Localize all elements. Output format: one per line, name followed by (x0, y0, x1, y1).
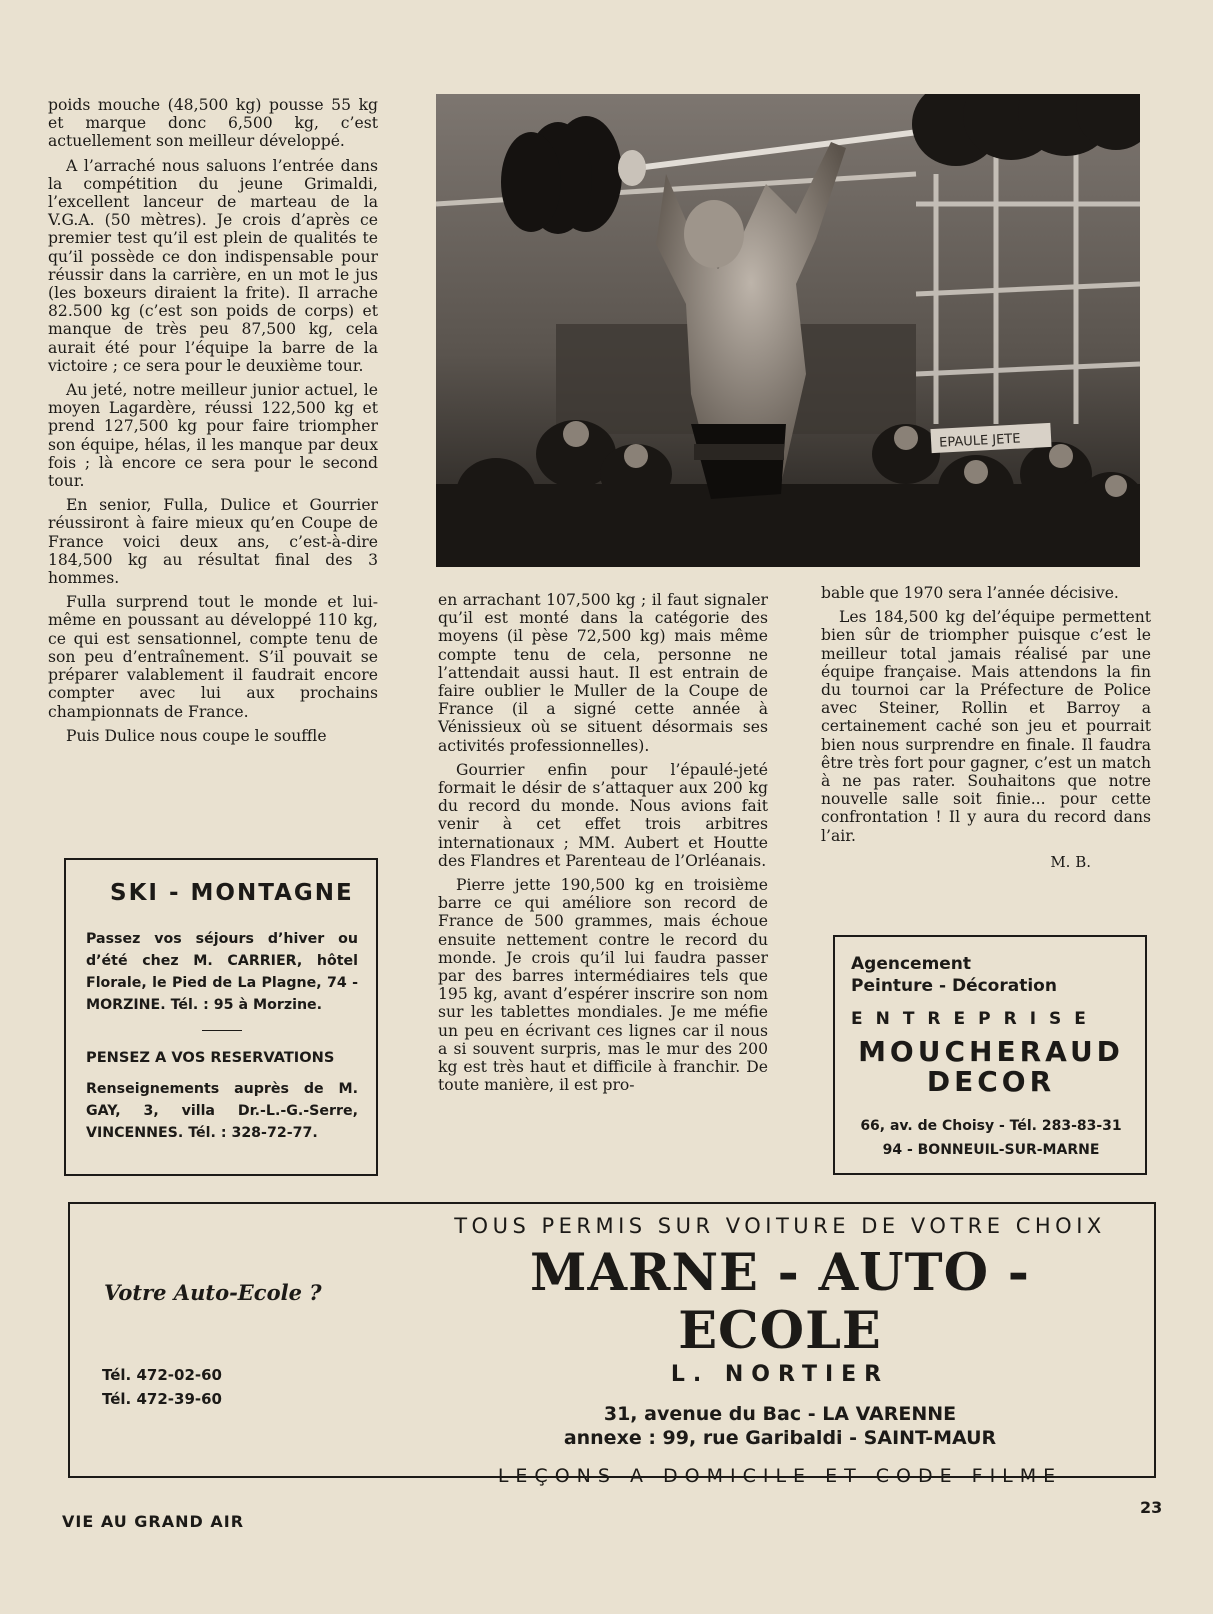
article-column-1 (48, 96, 378, 751)
paragraph: En senior, Fulla, Dulice et Gourrier réussiront à faire mieux qu’en Coupe de France voici deux ans, c’est-à-dire 184,500 kg au résultat final des 3 hommes. (48, 496, 378, 588)
paragraph: Puis Dulice nous coupe le souffle (66, 726, 327, 745)
ad-bottom-line: LEÇONS A DOMICILE ET CODE FILME (497, 1465, 1063, 1487)
ad-owner: L. NORTIER (670, 1362, 890, 1387)
ad-city: 94 - BONNEUIL-SUR-MARNE (882, 1142, 1100, 1158)
paragraph: bable que 1970 sera l’année décisive. (821, 584, 1119, 602)
ad-address: 66, av. de Choisy - Tél. 283-83-31 (860, 1118, 1122, 1134)
ad-phone-2: Tél. 472-39-60 (102, 1390, 222, 1408)
paragraph: poids mouche (48,500 kg) pousse 55 kg et marque donc 6,500 kg, c’est actuellement son meilleur développé. (48, 96, 378, 151)
page-number: 23 (1140, 1498, 1163, 1517)
paragraph: Fulla surprend tout le monde et lui-même en poussant au développé 110 kg, ce qui est sensationnel, compte tenu de son peu d’entraînement. S’il pouvait se préparer valablement il faudrait encore compter avec lui aux prochains championnats de France. (48, 593, 378, 721)
ad-tagline: Votre Auto-Ecole ? (104, 1280, 322, 1305)
divider (202, 1030, 242, 1031)
ad-address-2: annexe : 99, rue Garibaldi - SAINT-MAUR (563, 1427, 997, 1449)
ad-company-name: MOUCHERAUD (858, 1035, 1124, 1068)
paragraph: Les 184,500 kg del’équipe permettent bien sûr de triompher puisque c’est le meilleur total jamais réalisé par une équipe française. Mais attendons la fin du tournoi car la Préfecture de Police avec Steiner, Rollin et Barroy a certainement caché son jeu et pourrait bien nous surprendre en finale. Il faudra être très fort pour gagner, c’est un match à ne pas rater. Souhaitons que notre nouvelle salle soit finie... pour cette confrontation ! Il y aura du record dans l’air. (821, 608, 1151, 845)
ad-phone-1: Tél. 472-02-60 (102, 1366, 222, 1384)
article-column-3 (821, 584, 1151, 871)
article-column-2 (438, 591, 768, 1100)
paragraph: Au jeté, notre meilleur junior actuel, le moyen Lagardère, réussi 122,500 kg et prend 127,500 kg pour faire triompher son équipe, hélas, il les manque par deux fois ; là encore ce sera pour le second tour. (48, 381, 378, 491)
magazine-name: VIE AU GRAND AIR (62, 1512, 245, 1531)
ad-entreprise: ENTREPRISE (851, 1009, 1099, 1029)
ad-contact: Renseignements auprès de M. GAY, 3, villa Dr.-L.-G.-Serre, VINCENNES. Tél. : 328-72-77. (86, 1081, 358, 1141)
ad-main-block (430, 1214, 1130, 1487)
weightlifter-photo (436, 94, 1140, 567)
author-signature: M. B. (1050, 852, 1091, 871)
ad-subtitle: PENSEZ A VOS RESERVATIONS (86, 1049, 335, 1066)
paragraph: Gourrier enfin pour l’épaulé-jeté formait le désir de s’attaquer aux 200 kg du record du monde. Nous avions fait venir à cet effet trois arbitres internationaux ; MM. Aubert et Houtte des Flandres et Parenteau de l’Orléanais. (438, 760, 768, 870)
paragraph: A l’arraché nous saluons l’entrée dans la compétition du jeune Grimaldi, l’excellent lanceur de marteau de la V.G.A. (50 mètres). Je crois d’après ce premier test qu’il est plein de qualités te qu’il possède ce don indispensable pour réussir dans la carrière, en un mot le jus (les boxeurs diraient la frite). Il arrache 82.500 kg (c’est son poids de corps) et manque de très peu 87,500 kg, cela aurait été pour l’équipe la barre de la victoire ; ce sera pour le deuxième tour. (48, 156, 378, 375)
ad-top-line: TOUS PERMIS SUR VOITURE DE VOTRE CHOIX (454, 1214, 1106, 1238)
ad-address-1: 31, avenue du Bac - LA VARENNE (603, 1403, 957, 1425)
ad-title: SKI - MONTAGNE (110, 880, 354, 906)
marne-auto-ecole-ad (68, 1202, 1156, 1487)
ad-line-1: Agencement (851, 954, 972, 974)
paragraph: en arrachant 107,500 kg ; il faut signaler qu’il est monté dans la catégorie des moyens (il pèse 72,500 kg) mais même compte tenu de cela, personne ne l’attendait aussi haut. Il est entrain de faire oublier le Muller de la Coupe de France (il a signé cette année à Vénissieux où se situent désormais ses activités professionnelles). (438, 591, 768, 755)
paragraph: Pierre jette 190,500 kg en troisième barre ce qui améliore son record de France de 500 grammes, mais échoue ensuite nettement contre le record du monde. Je crois qu’il lui faudra passer par des barres intermédiaires tels que 195 kg, avant d’espérer inscrire son nom sur les tablettes mondiales. Je me méfie un peu en écrivant ces lignes car il nous a si souvent surpris, mas le mur des 200 kg est très haut et difficile à franchir. De toute manière, il est pro- (438, 876, 768, 1095)
moucheraud-decor-ad (833, 935, 1147, 1175)
ad-line-2: Peinture - Décoration (851, 976, 1057, 996)
banner-text: EPAULE JETE (938, 431, 1021, 451)
ski-montagne-ad (64, 858, 378, 1176)
ad-body: Passez vos séjours d’hiver ou d’été chez M. CARRIER, hôtel Florale, le Pied de La Plagne, 74 - MORZINE. Tél. : 95 à Morzine. (86, 931, 358, 1013)
ad-company-name-2: DECOR (926, 1065, 1056, 1098)
ad-brand: MARNE - AUTO - ECOLE (530, 1243, 1030, 1361)
